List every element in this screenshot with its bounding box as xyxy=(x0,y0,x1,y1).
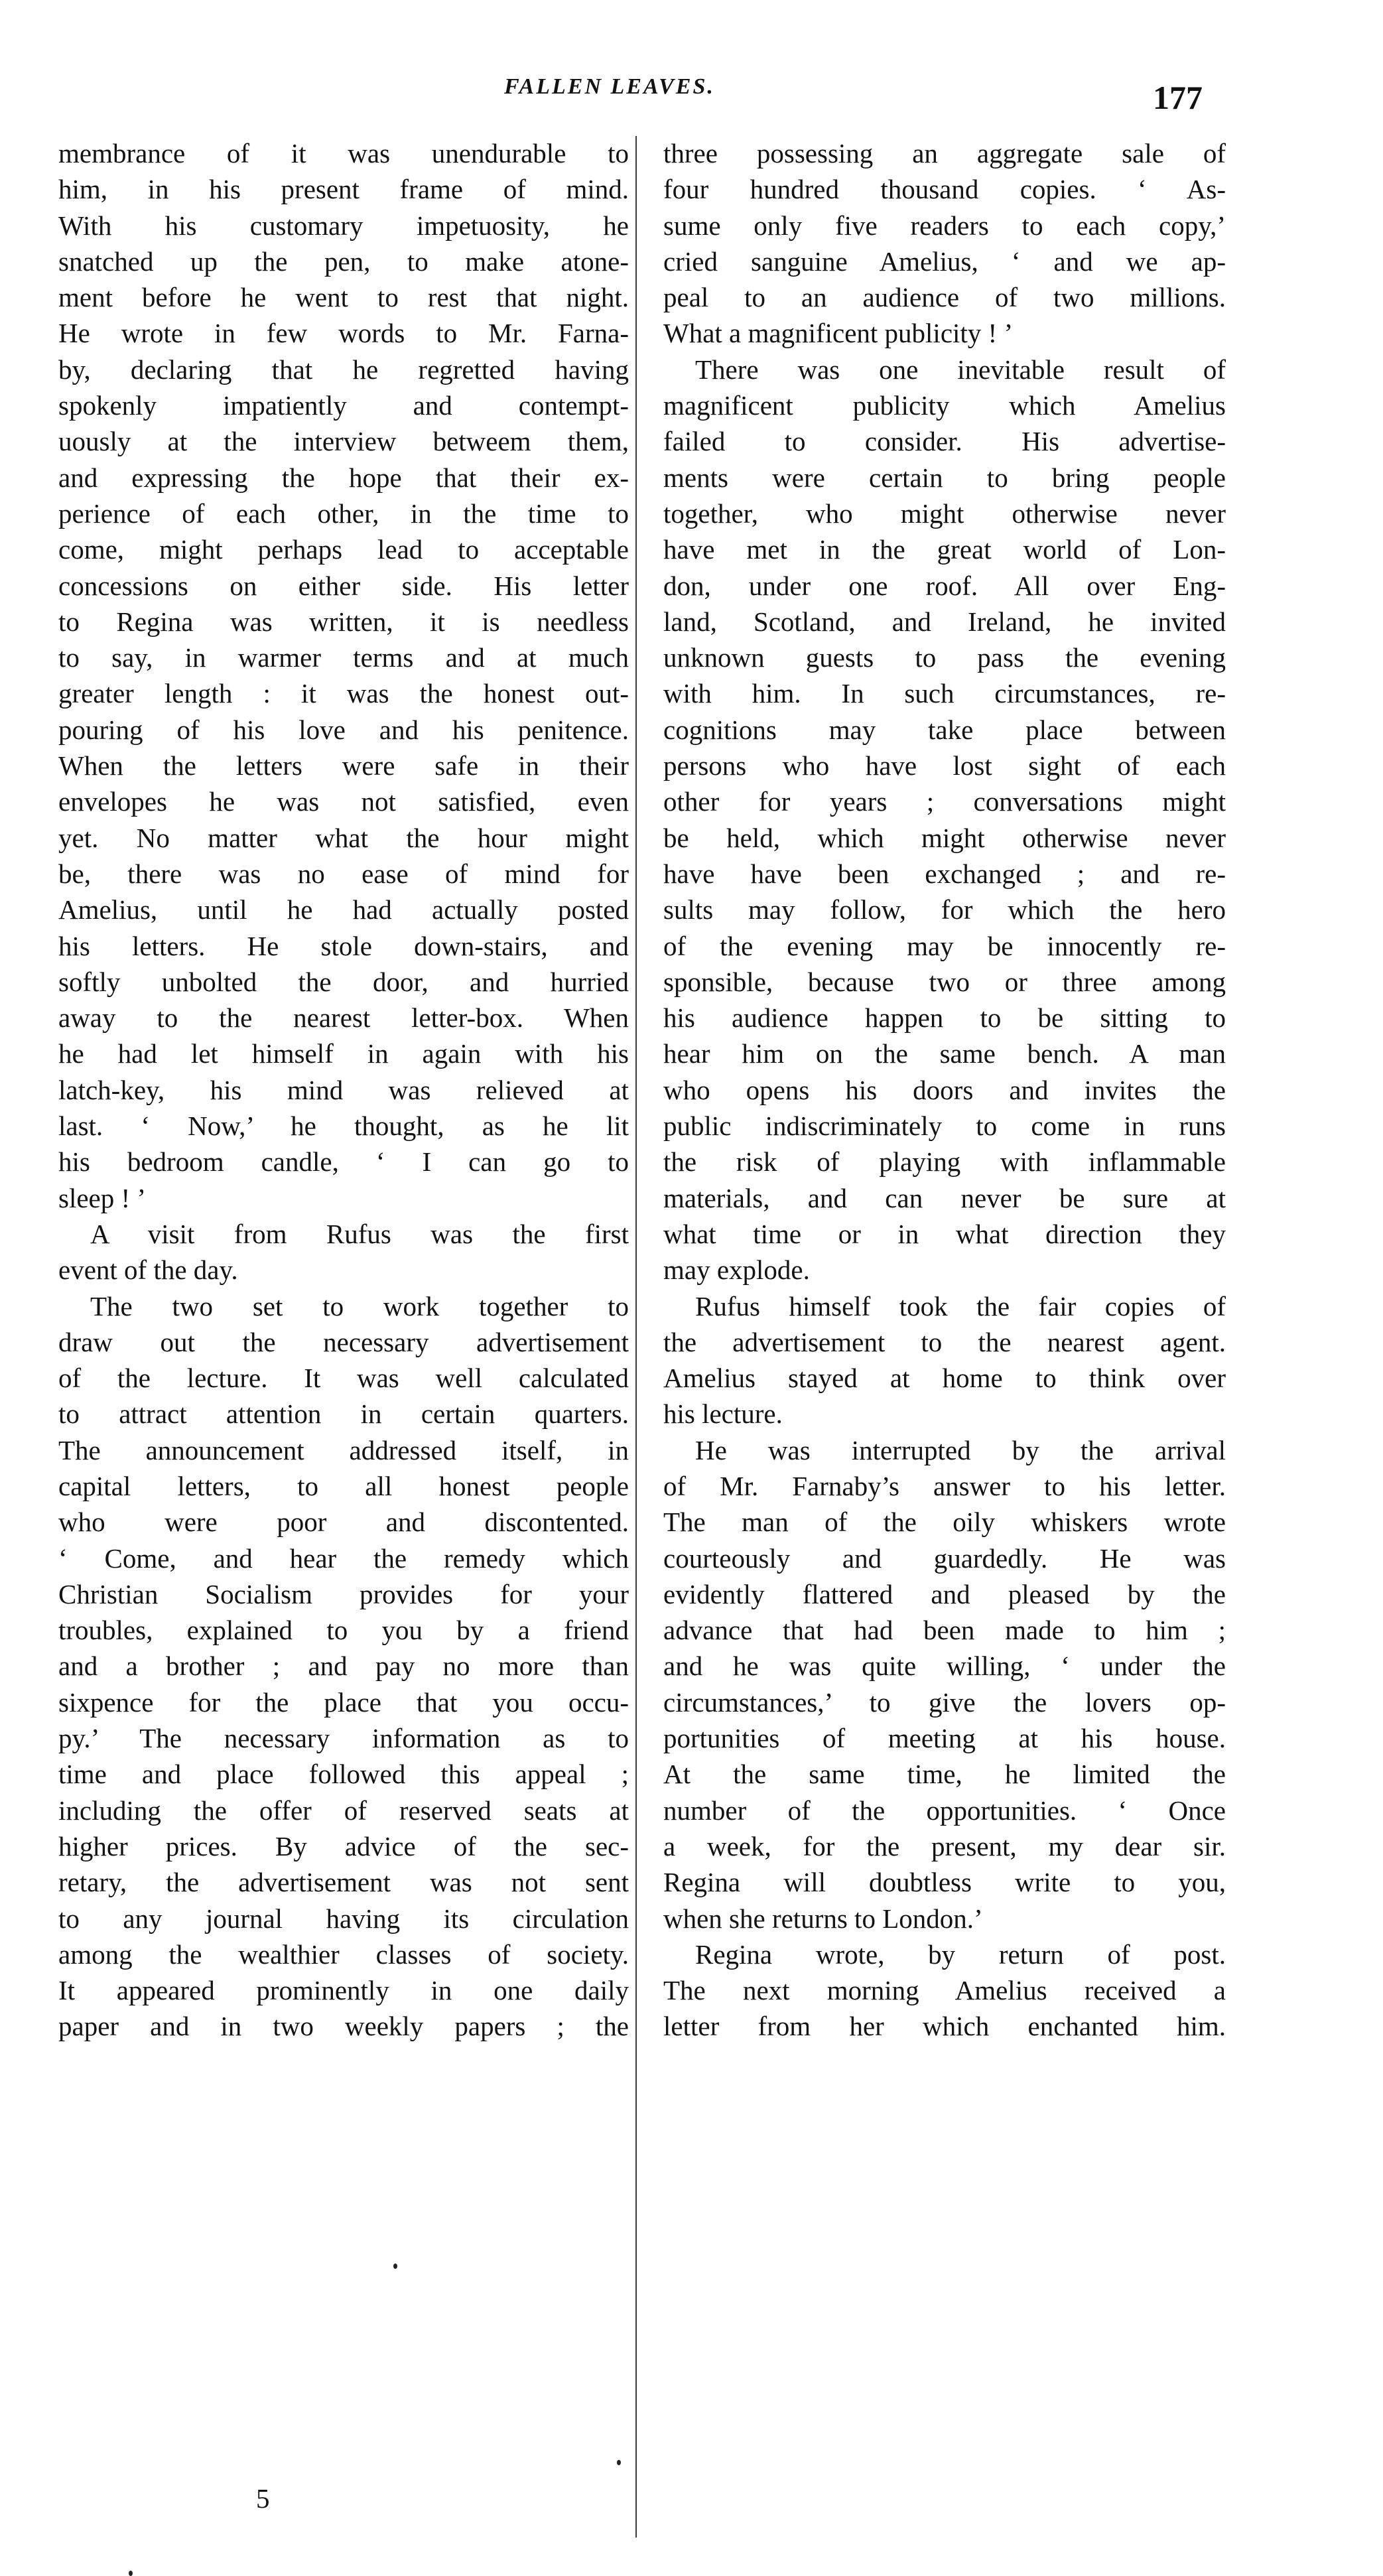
text-line: He was interrupted by the arrival xyxy=(695,1434,1226,1465)
ink-speck xyxy=(129,2571,133,2576)
ink-speck xyxy=(393,2264,397,2269)
text-line: sleep ! ’ xyxy=(58,1182,147,1213)
text-line: his bedroom candle, ‘ I can go to xyxy=(58,1146,629,1178)
text-line: have met in the great world of Lon- xyxy=(663,534,1226,565)
left-text-column xyxy=(58,135,629,2045)
text-line: when she returns to London.’ xyxy=(663,1903,983,1934)
text-line: evidently flattered and pleased by the xyxy=(663,1578,1226,1609)
text-line: who were poor and discontented. xyxy=(58,1507,629,1538)
text-line: When the letters were safe in their xyxy=(58,750,629,781)
text-line: The announcement addressed itself, in xyxy=(58,1434,629,1465)
text-line: sixpence for the place that you occu- xyxy=(58,1686,629,1718)
text-line: Regina will doubtless write to you, xyxy=(663,1867,1226,1898)
text-line: At the same time, he limited the xyxy=(663,1759,1226,1790)
text-line: concessions on either side. His letter xyxy=(58,570,629,601)
text-line: sume only five readers to each copy,’ xyxy=(663,210,1226,241)
text-line: together, who might otherwise never xyxy=(663,498,1226,529)
text-line: Regina wrote, by return of post. xyxy=(695,1938,1226,1970)
text-line: There was one inevitable result of xyxy=(695,354,1226,385)
text-line: persons who have lost sight of each xyxy=(663,750,1226,781)
text-line: higher prices. By advice of the sec- xyxy=(58,1830,629,1862)
text-line: of the lecture. It was well calculated xyxy=(58,1363,629,1394)
text-line: among the wealthier classes of society. xyxy=(58,1938,629,1970)
text-line: by, declaring that he regretted having xyxy=(58,354,629,385)
text-line: softly unbolted the door, and hurried xyxy=(58,966,629,997)
text-line: peal to an audience of two millions. xyxy=(663,282,1226,313)
text-line: ment before he went to rest that night. xyxy=(58,282,629,313)
column-divider xyxy=(635,136,637,2538)
right-text-column xyxy=(663,135,1226,2045)
text-line: number of the opportunities. ‘ Once xyxy=(663,1795,1226,1826)
text-line: envelopes he was not satisfied, even xyxy=(58,786,629,817)
text-line: sponsible, because two or three among xyxy=(663,966,1226,997)
text-line: of the evening may be innocently re- xyxy=(663,930,1226,961)
text-line: capital letters, to all honest people xyxy=(58,1470,629,1501)
text-line: pouring of his love and his penitence. xyxy=(58,714,629,745)
text-line: cried sanguine Amelius, ‘ and we ap- xyxy=(663,245,1226,277)
text-line: advance that had been made to him ; xyxy=(663,1615,1226,1646)
text-line: Rufus himself took the fair copies of xyxy=(695,1290,1226,1322)
text-line: circumstances,’ to give the lovers op- xyxy=(663,1686,1226,1718)
text-line: greater length : it was the honest out- xyxy=(58,678,629,709)
text-line: materials, and can never be sure at xyxy=(663,1182,1226,1213)
text-line: including the offer of reserved seats at xyxy=(58,1795,629,1826)
text-line: what time or in what direction they xyxy=(663,1218,1226,1249)
text-line: three possessing an aggregate sale of xyxy=(663,138,1226,169)
text-line: Christian Socialism provides for your xyxy=(58,1578,629,1609)
text-line: The man of the oily whiskers wrote xyxy=(663,1507,1226,1538)
text-line: A visit from Rufus was the first xyxy=(90,1218,629,1249)
text-line: four hundred thousand copies. ‘ As- xyxy=(663,174,1226,205)
text-line: to Regina was written, it is needless xyxy=(58,606,629,637)
text-line: courteously and guardedly. He was xyxy=(663,1542,1226,1574)
text-line: Amelius, until he had actually posted xyxy=(58,894,629,925)
text-line: land, Scotland, and Ireland, he invited xyxy=(663,606,1226,637)
text-line: py.’ The necessary information as to xyxy=(58,1723,629,1754)
printer-signature-mark: 5 xyxy=(256,2483,270,2514)
text-line: He wrote in few words to Mr. Farna- xyxy=(58,318,629,349)
text-line: him, in his present frame of mind. xyxy=(58,174,629,205)
text-line: ments were certain to bring people xyxy=(663,462,1226,493)
text-line: and a brother ; and pay no more than xyxy=(58,1651,629,1682)
text-line: other for years ; conversations might xyxy=(663,786,1226,817)
text-line: draw out the necessary advertisement xyxy=(58,1326,629,1357)
text-line: The next morning Amelius received a xyxy=(663,1975,1226,2006)
text-line: latch-key, his mind was relieved at xyxy=(58,1074,629,1105)
text-line: sults may follow, for which the hero xyxy=(663,894,1226,925)
text-line: a week, for the present, my dear sir. xyxy=(663,1830,1226,1862)
text-line: retary, the advertisement was not sent xyxy=(58,1867,629,1898)
running-title: FALLEN LEAVES. xyxy=(504,74,715,99)
text-line: perience of each other, in the time to xyxy=(58,498,629,529)
text-line: be, there was no ease of mind for xyxy=(58,858,629,889)
text-line: event of the day. xyxy=(58,1254,238,1286)
text-line: membrance of it was unendurable to xyxy=(58,138,629,169)
text-line: failed to consider. His advertise- xyxy=(663,426,1226,457)
text-line: may explode. xyxy=(663,1254,810,1286)
text-line: last. ‘ Now,’ he thought, as he lit xyxy=(58,1111,629,1142)
text-line: What a magnificent publicity ! ’ xyxy=(663,318,1014,349)
text-line: he had let himself in again with his xyxy=(58,1038,629,1069)
text-line: of Mr. Farnaby’s answer to his letter. xyxy=(663,1470,1226,1501)
text-line: yet. No matter what the hour might xyxy=(58,822,629,853)
text-line: be held, which might otherwise never xyxy=(663,822,1226,853)
text-line: magnificent publicity which Amelius xyxy=(663,390,1226,421)
text-line: the risk of playing with inflammable xyxy=(663,1146,1226,1178)
text-line: hear him on the same bench. A man xyxy=(663,1038,1226,1069)
text-line: time and place followed this appeal ; xyxy=(58,1759,629,1790)
text-line: who opens his doors and invites the xyxy=(663,1074,1226,1105)
text-line: unknown guests to pass the evening xyxy=(663,642,1226,673)
text-line: his audience happen to be sitting to xyxy=(663,1002,1226,1034)
text-line: away to the nearest letter-box. When xyxy=(58,1002,629,1034)
text-line: With his customary impetuosity, he xyxy=(58,210,629,241)
text-line: ‘ Come, and hear the remedy which xyxy=(58,1542,629,1574)
text-line: portunities of meeting at his house. xyxy=(663,1723,1226,1754)
text-line: cognitions may take place between xyxy=(663,714,1226,745)
text-line: uously at the interview betweem them, xyxy=(58,426,629,457)
text-line: letter from her which enchanted him. xyxy=(663,2011,1226,2042)
text-line: to any journal having its circulation xyxy=(58,1903,629,1934)
text-line: troubles, explained to you by a friend xyxy=(58,1615,629,1646)
text-line: The two set to work together to xyxy=(90,1290,629,1322)
text-line: the advertisement to the nearest agent. xyxy=(663,1326,1226,1357)
text-line: his letters. He stole down-stairs, and xyxy=(58,930,629,961)
text-line: and expressing the hope that their ex- xyxy=(58,462,629,493)
text-line: have have been exchanged ; and re- xyxy=(663,858,1226,889)
text-line: his lecture. xyxy=(663,1398,783,1430)
text-line: spokenly impatiently and contempt- xyxy=(58,390,629,421)
text-line: snatched up the pen, to make atone- xyxy=(58,245,629,277)
text-line: and he was quite willing, ‘ under the xyxy=(663,1651,1226,1682)
page-number: 177 xyxy=(1153,79,1203,116)
ink-speck xyxy=(617,2460,621,2465)
text-line: It appeared prominently in one daily xyxy=(58,1975,629,2006)
text-line: to say, in warmer terms and at much xyxy=(58,642,629,673)
text-line: to attract attention in certain quarters. xyxy=(58,1398,629,1430)
text-line: come, might perhaps lead to acceptable xyxy=(58,534,629,565)
text-line: with him. In such circumstances, re- xyxy=(663,678,1226,709)
text-line: don, under one roof. All over Eng- xyxy=(663,570,1226,601)
text-line: Amelius stayed at home to think over xyxy=(663,1363,1226,1394)
text-line: public indiscriminately to come in runs xyxy=(663,1111,1226,1142)
text-line: paper and in two weekly papers ; the xyxy=(58,2011,629,2042)
